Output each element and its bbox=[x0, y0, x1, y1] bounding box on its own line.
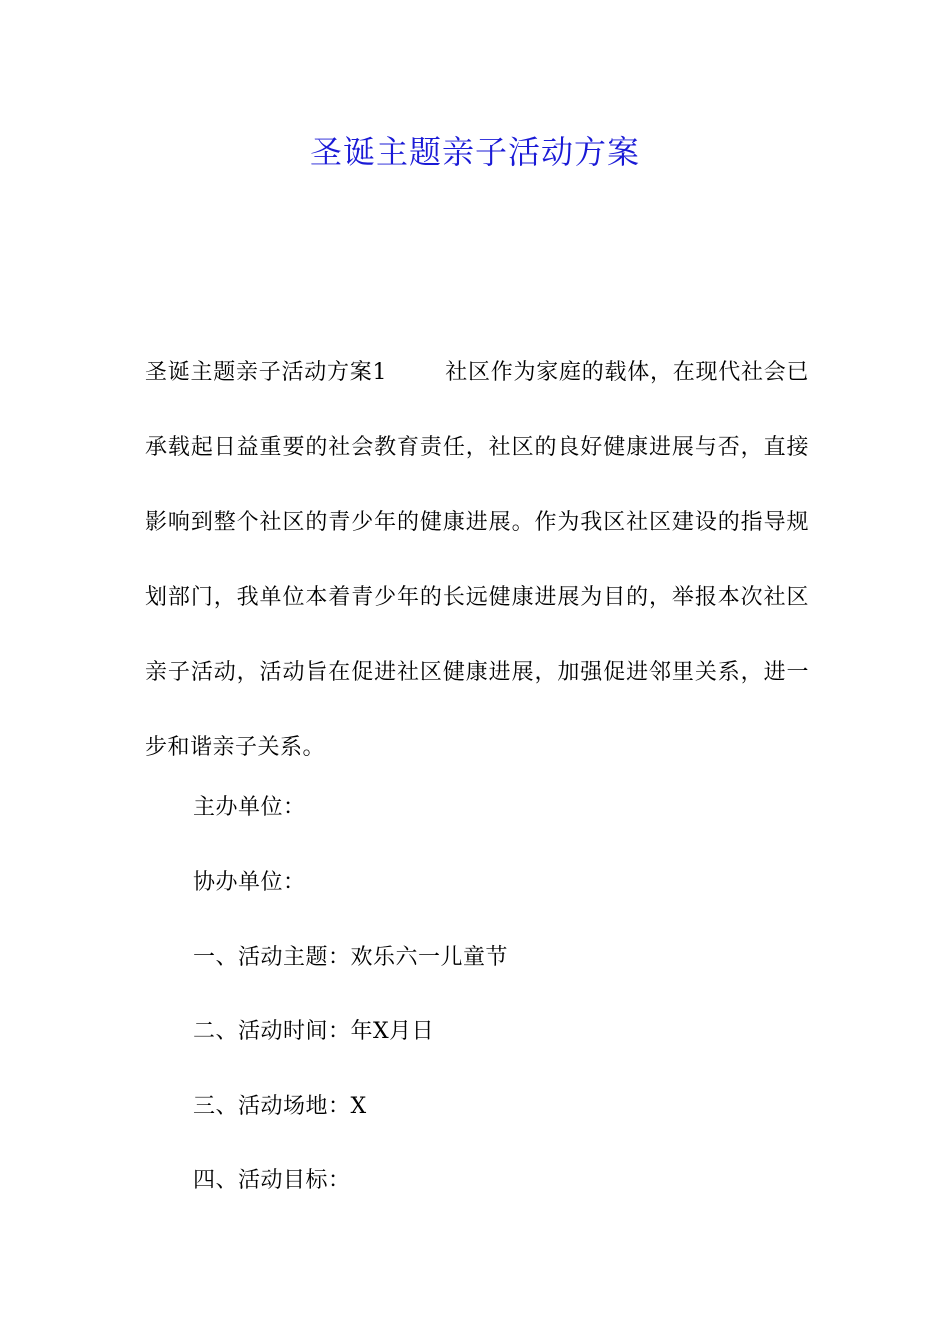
co-organizer-line: 协办单位： bbox=[193, 870, 306, 895]
activity-venue-line: 三、活动场地：X bbox=[193, 1094, 367, 1119]
activity-time-line: 二、活动时间：年X月日 bbox=[193, 1019, 435, 1044]
intro-paragraph-block bbox=[145, 335, 809, 785]
activity-goal-line: 四、活动目标： bbox=[193, 1168, 351, 1193]
activity-theme-line: 一、活动主题：欢乐六一儿童节 bbox=[193, 945, 509, 970]
document-title: 圣诞主题亲子活动方案 bbox=[309, 133, 640, 171]
intro-heading: 圣诞主题亲子活动方案1 bbox=[145, 360, 387, 385]
intro-paragraph: 社区作为家庭的载体，在现代社会已承载起日益重要的社会教育责任，社区的良好健康进展与否，直接影响到整个社区的青少年的健康进展。作为我区社区建设的指导规划部门，我单位本着青少年的长远健康进展为目的，举报本次社区亲子活动，活动旨在促进社区健康进展，加强促进邻里关系，进一步和谐亲子关系。 bbox=[145, 360, 809, 760]
organizer-line: 主办单位： bbox=[193, 795, 306, 820]
